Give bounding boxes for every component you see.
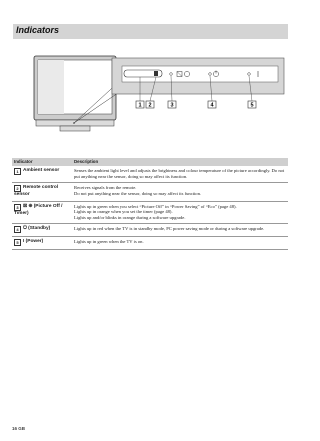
indicator-name: Remote control sensor	[14, 185, 59, 198]
description-line: Senses the ambient light level and adjusts the brightness and colour temperature of the picture accordingly. Do not put anything near the sensor, doing so may affect its function.	[74, 168, 285, 179]
callout-number: 2	[14, 185, 21, 192]
table-row	[12, 237, 288, 250]
callout-number: 5	[14, 239, 21, 246]
indicator-name: Ambient sensor	[23, 168, 60, 173]
callout-number: 1	[14, 168, 21, 175]
tv-illustration	[14, 44, 288, 144]
callout-2	[146, 101, 154, 109]
description-line: Do not put anything near the sensor, doing so may affect its function.	[74, 190, 202, 196]
table-row	[12, 183, 288, 201]
callout-5	[248, 101, 256, 109]
tv-screen-shade	[38, 60, 64, 114]
description-cell	[72, 201, 288, 224]
svg-text:3: 3	[170, 102, 174, 109]
indicator-cell	[12, 201, 72, 224]
svg-text:1: 1	[138, 102, 142, 109]
remote-sensor-icon	[154, 71, 158, 76]
description-cell	[72, 224, 288, 237]
description-line: Receives signals from the remote.	[74, 185, 137, 191]
page-number: 16 GB	[12, 426, 26, 431]
indicator-cell	[12, 166, 72, 183]
description-line: Lights up and/or blinks in orange during a software upgrade.	[74, 214, 186, 220]
callout-3	[168, 101, 176, 109]
tv-bezel-bottom	[36, 120, 114, 126]
description-cell	[72, 237, 288, 250]
description-cell	[72, 166, 288, 183]
description-line: Lights up in green when you select “Picture Off” in “Power Saving” of “Eco” (page 48).	[74, 203, 237, 209]
column-header-indicator: Indicator	[12, 158, 72, 166]
table-row	[12, 201, 288, 224]
svg-text:4: 4	[210, 102, 214, 109]
indicator-cell	[12, 183, 72, 201]
svg-text:5: 5	[250, 102, 254, 109]
indicator-name: I (Power)	[23, 239, 44, 245]
indicator-name: ⏻ (Standby)	[23, 226, 51, 232]
callout-1	[136, 101, 144, 109]
column-header-description: Description	[72, 158, 288, 166]
table-header-row	[12, 158, 288, 166]
description-line: Lights up in orange when you set the timer (page 48).	[74, 209, 173, 215]
tv-indicators-figure	[14, 44, 288, 144]
callout-number: 4	[14, 226, 21, 233]
description-line: Lights up in green when the TV is on.	[74, 239, 144, 245]
indicator-cell	[12, 224, 72, 237]
svg-text:2: 2	[148, 102, 152, 109]
description-cell	[72, 183, 288, 201]
table-row	[12, 224, 288, 237]
section-title: Indicators	[16, 25, 60, 35]
indicator-name: ⊠ ⊕ (Picture Off / Timer)	[14, 203, 63, 216]
callout-number: 3	[14, 204, 21, 211]
indicators-table	[12, 158, 288, 250]
tv-stand	[60, 126, 90, 131]
description-line: Lights up in red when the TV is in standby mode, PC power saving mode or during a software upgrade.	[74, 226, 265, 232]
callout-4	[208, 101, 216, 109]
table-row	[12, 166, 288, 183]
indicator-cell	[12, 237, 72, 250]
